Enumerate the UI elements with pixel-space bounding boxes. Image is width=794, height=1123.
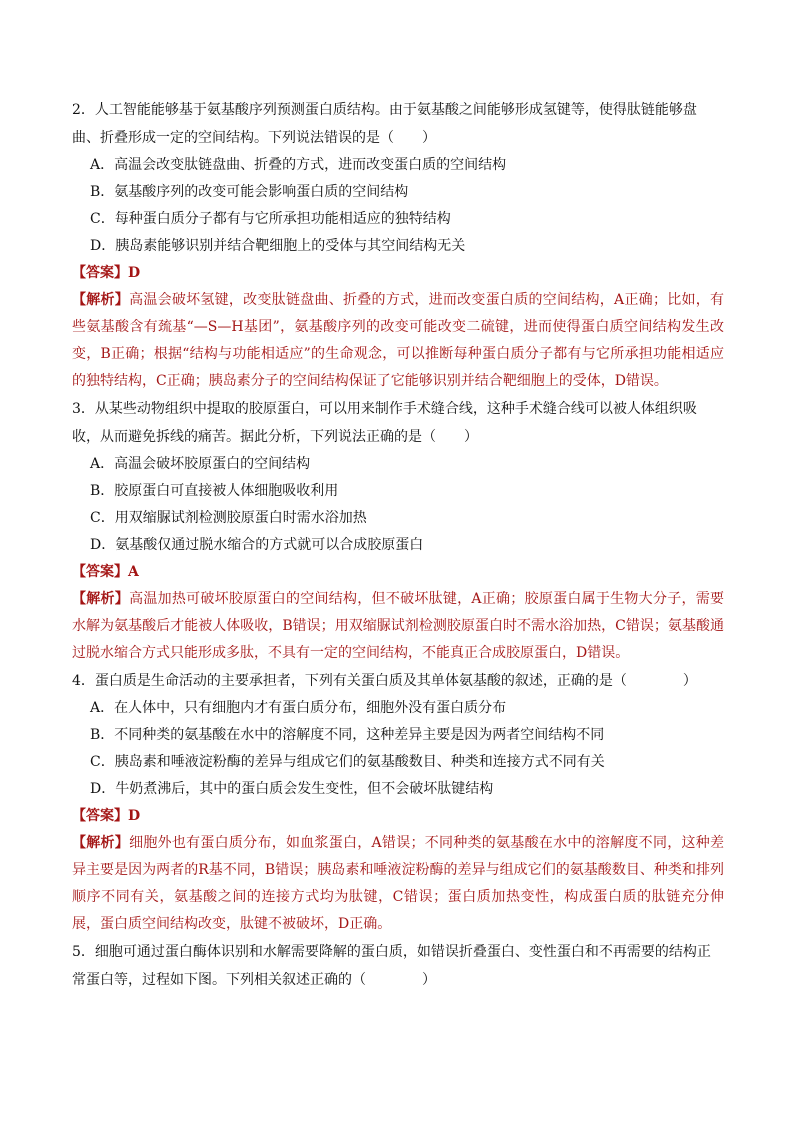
question-list bbox=[72, 96, 724, 994]
option-b: B．不同种类的氨基酸在水中的溶解度不同，这种差异主要是因为两者空间结构不同 bbox=[90, 727, 605, 743]
explanation-text: 高温会破坏氢键，改变肽链盘曲、折叠的方式，进而改变蛋白质的空间结构，A正确；比如，有些氨基酸含有巯基“—S—H基团”，氨基酸序列的改变可能改变二硫键，进而使得蛋白质空间结构发生改变，B正确；根据“结构与功能相适应”的生命观念，可以推断每种蛋白质分子都有与它所承担功能相适应的独特结构，C正确；胰岛素分子的空间结构保证了它能够识别并结合靶细胞上的受体，D错误。 bbox=[72, 292, 725, 389]
answer-value: D bbox=[128, 808, 141, 824]
answer-line bbox=[72, 803, 724, 830]
question-2 bbox=[72, 96, 724, 395]
option-a: A．在人体中，只有细胞内才有蛋白质分布，细胞外没有蛋白质分布 bbox=[90, 700, 507, 716]
explanation bbox=[72, 830, 724, 938]
option-d: D．胰岛素能够识别并结合靶细胞上的受体与其空间结构无关 bbox=[90, 238, 466, 254]
question-3 bbox=[72, 395, 724, 667]
option-c: C．每种蛋白质分子都有与它所承担功能相适应的独特结构 bbox=[90, 211, 451, 227]
answer-line bbox=[72, 559, 724, 586]
explanation-text: 高温加热可破坏胶原蛋白的空间结构，但不破坏肽键，A正确；胶原蛋白属于生物大分子，需要水解为氨基酸后才能被人体吸收，B错误；用双缩脲试剂检测胶原蛋白时不需水浴加热，C错误；氨基酸通过脱水缩合方式只能形成多肽，不具有一定的空间结构，不能真正合成胶原蛋白，D错误。 bbox=[72, 591, 725, 661]
option-c: C．胰岛素和唾液淀粉酶的差异与组成它们的氨基酸数目、种类和连接方式不同有关 bbox=[90, 754, 605, 770]
option-b: B．胶原蛋白可直接被人体细胞吸收利用 bbox=[90, 483, 339, 499]
answer-value: A bbox=[128, 564, 139, 580]
explanation-text: 细胞外也有蛋白质分布，如血浆蛋白，A错误；不同种类的氨基酸在水中的溶解度不同，这种差异主要是因为两者的R基不同，B错误；胰岛素和唾液淀粉酶的差异与组成它们的氨基酸数目、种类和排列顺序不同有关，氨基酸之间的连接方式均为肽键，C错误；蛋白质加热变性，构成蛋白质的肽链充分伸展，蛋白质空间结构改变，肽键不被破坏，D正确。 bbox=[72, 835, 725, 932]
option-a: A．高温会破坏胶原蛋白的空间结构 bbox=[90, 456, 311, 472]
answer-tag: 【答案】 bbox=[72, 808, 128, 824]
question-stem: 4．蛋白质是生命活动的主要承担者，下列有关蛋白质及其单体氨基酸的叙述，正确的是（ ） bbox=[72, 673, 697, 689]
explanation bbox=[72, 586, 724, 667]
question-5 bbox=[72, 938, 724, 994]
answer-tag: 【答案】 bbox=[72, 564, 128, 580]
option-d: D．牛奶煮沸后，其中的蛋白质会发生变性，但不会破坏肽键结构 bbox=[90, 781, 494, 797]
question-stem: 5．细胞可通过蛋白酶体识别和水解需要降解的蛋白质，如错误折叠蛋白、变性蛋白和不再需要的结构正常蛋白等，过程如下图。下列相关叙述正确的（ ） bbox=[72, 944, 711, 988]
explanation-tag: 【解析】 bbox=[72, 292, 130, 308]
question-4 bbox=[72, 667, 724, 938]
explanation bbox=[72, 287, 724, 395]
explanation-tag: 【解析】 bbox=[72, 835, 130, 851]
question-stem: 3．从某些动物组织中提取的胶原蛋白，可以用来制作手术缝合线，这种手术缝合线可以被人体组织吸收，从而避免拆线的痛苦。据此分析，下列说法正确的是（ ） bbox=[72, 401, 697, 445]
option-a: A．高温会改变肽链盘曲、折叠的方式，进而改变蛋白质的空间结构 bbox=[90, 157, 507, 173]
option-b: B．氨基酸序列的改变可能会影响蛋白质的空间结构 bbox=[90, 184, 409, 200]
option-c: C．用双缩脲试剂检测胶原蛋白时需水浴加热 bbox=[90, 510, 367, 526]
option-d: D．氨基酸仅通过脱水缩合的方式就可以合成胶原蛋白 bbox=[90, 537, 424, 553]
question-stem: 2．人工智能能够基于氨基酸序列预测蛋白质结构。由于氨基酸之间能够形成氢键等，使得肽链能够盘曲、折叠形成一定的空间结构。下列说法错误的是（ ） bbox=[72, 102, 697, 146]
explanation-tag: 【解析】 bbox=[72, 591, 130, 607]
answer-value: D bbox=[128, 265, 141, 281]
answer-line bbox=[72, 260, 724, 287]
answer-tag: 【答案】 bbox=[72, 265, 128, 281]
